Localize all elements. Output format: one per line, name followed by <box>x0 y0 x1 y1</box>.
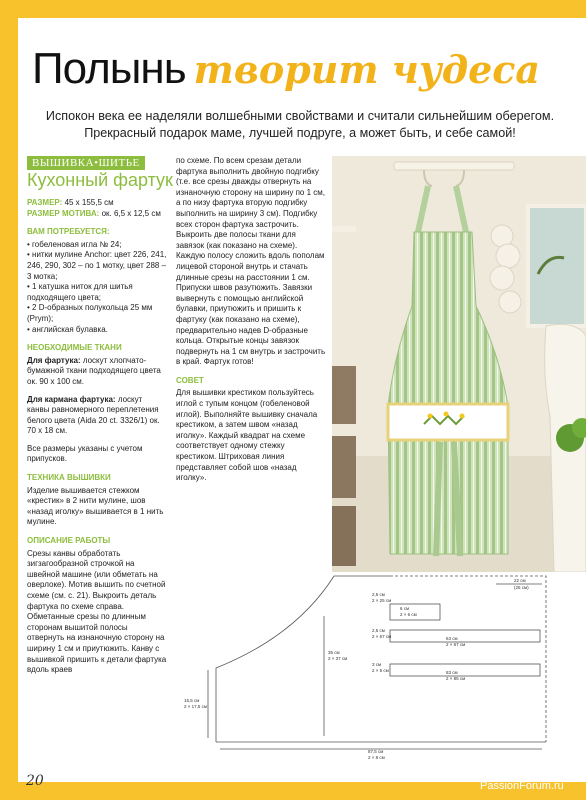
watermark: PassionForum.ru <box>480 780 564 792</box>
materials-heading: ВАМ ПОТРЕБУЕТСЯ: <box>27 227 110 237</box>
material-item: • английская булавка. <box>27 324 108 334</box>
apron-outline-left <box>216 576 390 742</box>
technique-text: Изделие вышивается стежком «крестик» в 2 нити мулине, шов «назад иголку» вышивается в 1 нить мулине. <box>27 485 164 527</box>
fabrics-heading: НЕОБХОДИМЫЕ ТКАНИ <box>27 343 122 353</box>
instructions-column-1 <box>27 198 167 676</box>
label-strap-b-len: 63 см <box>446 636 458 641</box>
pattern-diagram-svg <box>176 574 576 762</box>
label-left-height: 15,5 см <box>184 698 200 703</box>
label-bottom-width: 87,5 см <box>368 749 384 754</box>
apron-outline-fold <box>390 576 546 742</box>
apron-illustration <box>332 156 586 572</box>
strap-piece-c <box>390 664 540 676</box>
label-strap-c: 3 см <box>372 662 382 667</box>
label-mid-height: 35 см <box>328 650 340 655</box>
label-strap-b: 2,5 см <box>372 628 385 633</box>
advice-heading: СОВЕТ <box>176 375 204 385</box>
apron-fabric-text: лоскут хлопчато-бумажной ткани подходящего цвета ок. 90 х 100 см. <box>27 355 161 386</box>
work-heading: ОПИСАНИЕ РАБОТЫ <box>27 536 111 546</box>
label-strap-b-len2: 2 × 67 см <box>446 642 466 647</box>
lead-line-2: Прекрасный подарок маме, лучшей подруге, а может быть, и себе самой! <box>84 126 516 140</box>
label-bottom-width2: 2 × 8 см <box>368 755 385 760</box>
technique-heading: ТЕХНИКА ВЫШИВКИ <box>27 473 111 483</box>
work-text-2: по схеме. По всем срезам детали фартука выполнить двойную подгибку (т.е. все срезы дважды отвернуть на изнаночную сторону на ширину по 1 см, а по низу фартука вторую подгибку выполнить на ширину 3 см). Подгибку всех сторон фартука застрочить. Выкроить две полосы ткани для завязок (как показано на схеме). Каждую полосу сложить вдоль пополам лицевой стороной внутрь и стачать длинные срезы на расстоянии 1 см. Припуски швов разутюжить. Завязки вывернуть с помощью английской булавки, приутюжить и пришить к фартуку (как показано на схеме), предварительно надев D-образные кольца. Открытые концы завязок подвернуть на 1 см внутрь и застрочить в край. Фартук готов! <box>176 156 326 367</box>
material-item: • 2 D-образных полукольца 25 мм (Prym); <box>27 303 153 323</box>
title-plain: Полынь <box>32 44 186 93</box>
apron-photo <box>332 156 586 572</box>
material-item: • гобеленовая игла № 24; <box>27 239 122 249</box>
lead-text <box>30 108 570 142</box>
title-accent: творит чудеса <box>193 47 541 92</box>
size-value: 45 х 155,5 см <box>64 198 114 207</box>
label-left-height2: 2 × 17,5 см <box>184 704 207 709</box>
label-top-width: 22 см <box>514 578 526 583</box>
page-title <box>32 44 572 104</box>
pocket-fabric-text: лоскут канвы равномерного переплетения белого цвета (Aida 20 ct. 3326/1) ок. 70 х 18 см. <box>27 394 160 436</box>
project-title: Кухонный фартук <box>27 170 173 190</box>
label-strap-b-mult: 2 × 67 см <box>372 634 392 639</box>
motif-value: ок. 6,5 х 12,5 см <box>101 208 161 218</box>
label-strap-c-mult: 2 × 5 см <box>372 668 389 673</box>
label-mid-height2: 2 × 37 см <box>328 656 348 661</box>
allowance-note: Все размеры указаны с учетом припусков. <box>27 443 143 464</box>
page-number: 20 <box>26 773 44 789</box>
label-strap-a-w: 6 см <box>400 606 410 611</box>
material-item: • 1 катушка ниток для шитья подходящего цвета; <box>27 282 133 302</box>
label-strap-a-mult: 2 × 25 см <box>372 598 392 603</box>
category-badge: ВЫШИВКА•ШИТЬЕ <box>27 156 145 170</box>
pattern-diagram <box>176 574 576 762</box>
apron-fabric-label: Для фартука: <box>27 355 81 365</box>
pocket-fabric-label: Для кармана фартука: <box>27 394 116 404</box>
label-top-width-alt: (25 см) <box>514 585 529 590</box>
label-strap-a-w2: 2 × 6 см <box>400 612 417 617</box>
label-strap-a: 2,5 см <box>372 592 385 597</box>
material-item: • нитки мулине Anchor: цвет 226, 241, 246, 290, 302 – по 1 мотку, цвет 288 – 3 мотка; <box>27 250 167 281</box>
label-strap-c-len: 83 см <box>446 670 458 675</box>
size-label: РАЗМЕР: <box>27 198 63 207</box>
strap-piece-b <box>390 630 540 642</box>
instructions-column-2 <box>176 156 326 484</box>
label-strap-c-len2: 2 × 85 см <box>446 676 466 681</box>
advice-text: Для вышивки крестиком пользуйтесь иглой с тупым концом (гобеленовой иглой). Выполняйте вышивку сначала крестиком, а затем швом «назад иголку». Каждый квадрат на схеме соответствует одному стежку крестиком. Штриховая линия представляет собой шов «назад иголку». <box>176 388 318 483</box>
work-text-1: Срезы канвы обработать зигзагообразной строчкой на швейной машине (или обметать на оверлоке). Мотив вышить по счетной схеме (см. с. 21). Выкроить деталь фартука по схеме справа. Обметанные срезы по длинным сторонам вышитой полосы отвернуть на изнаночную сторону на ширину 1 см и приутюжить. Канву с вышивкой пришить к детали фартука вдоль краев <box>27 548 167 675</box>
lead-line-1: Испокон века ее наделяли волшебными свойствами и считали сильнейшим оберегом. <box>45 109 555 123</box>
motif-label: РАЗМЕР МОТИВА: <box>27 208 100 218</box>
